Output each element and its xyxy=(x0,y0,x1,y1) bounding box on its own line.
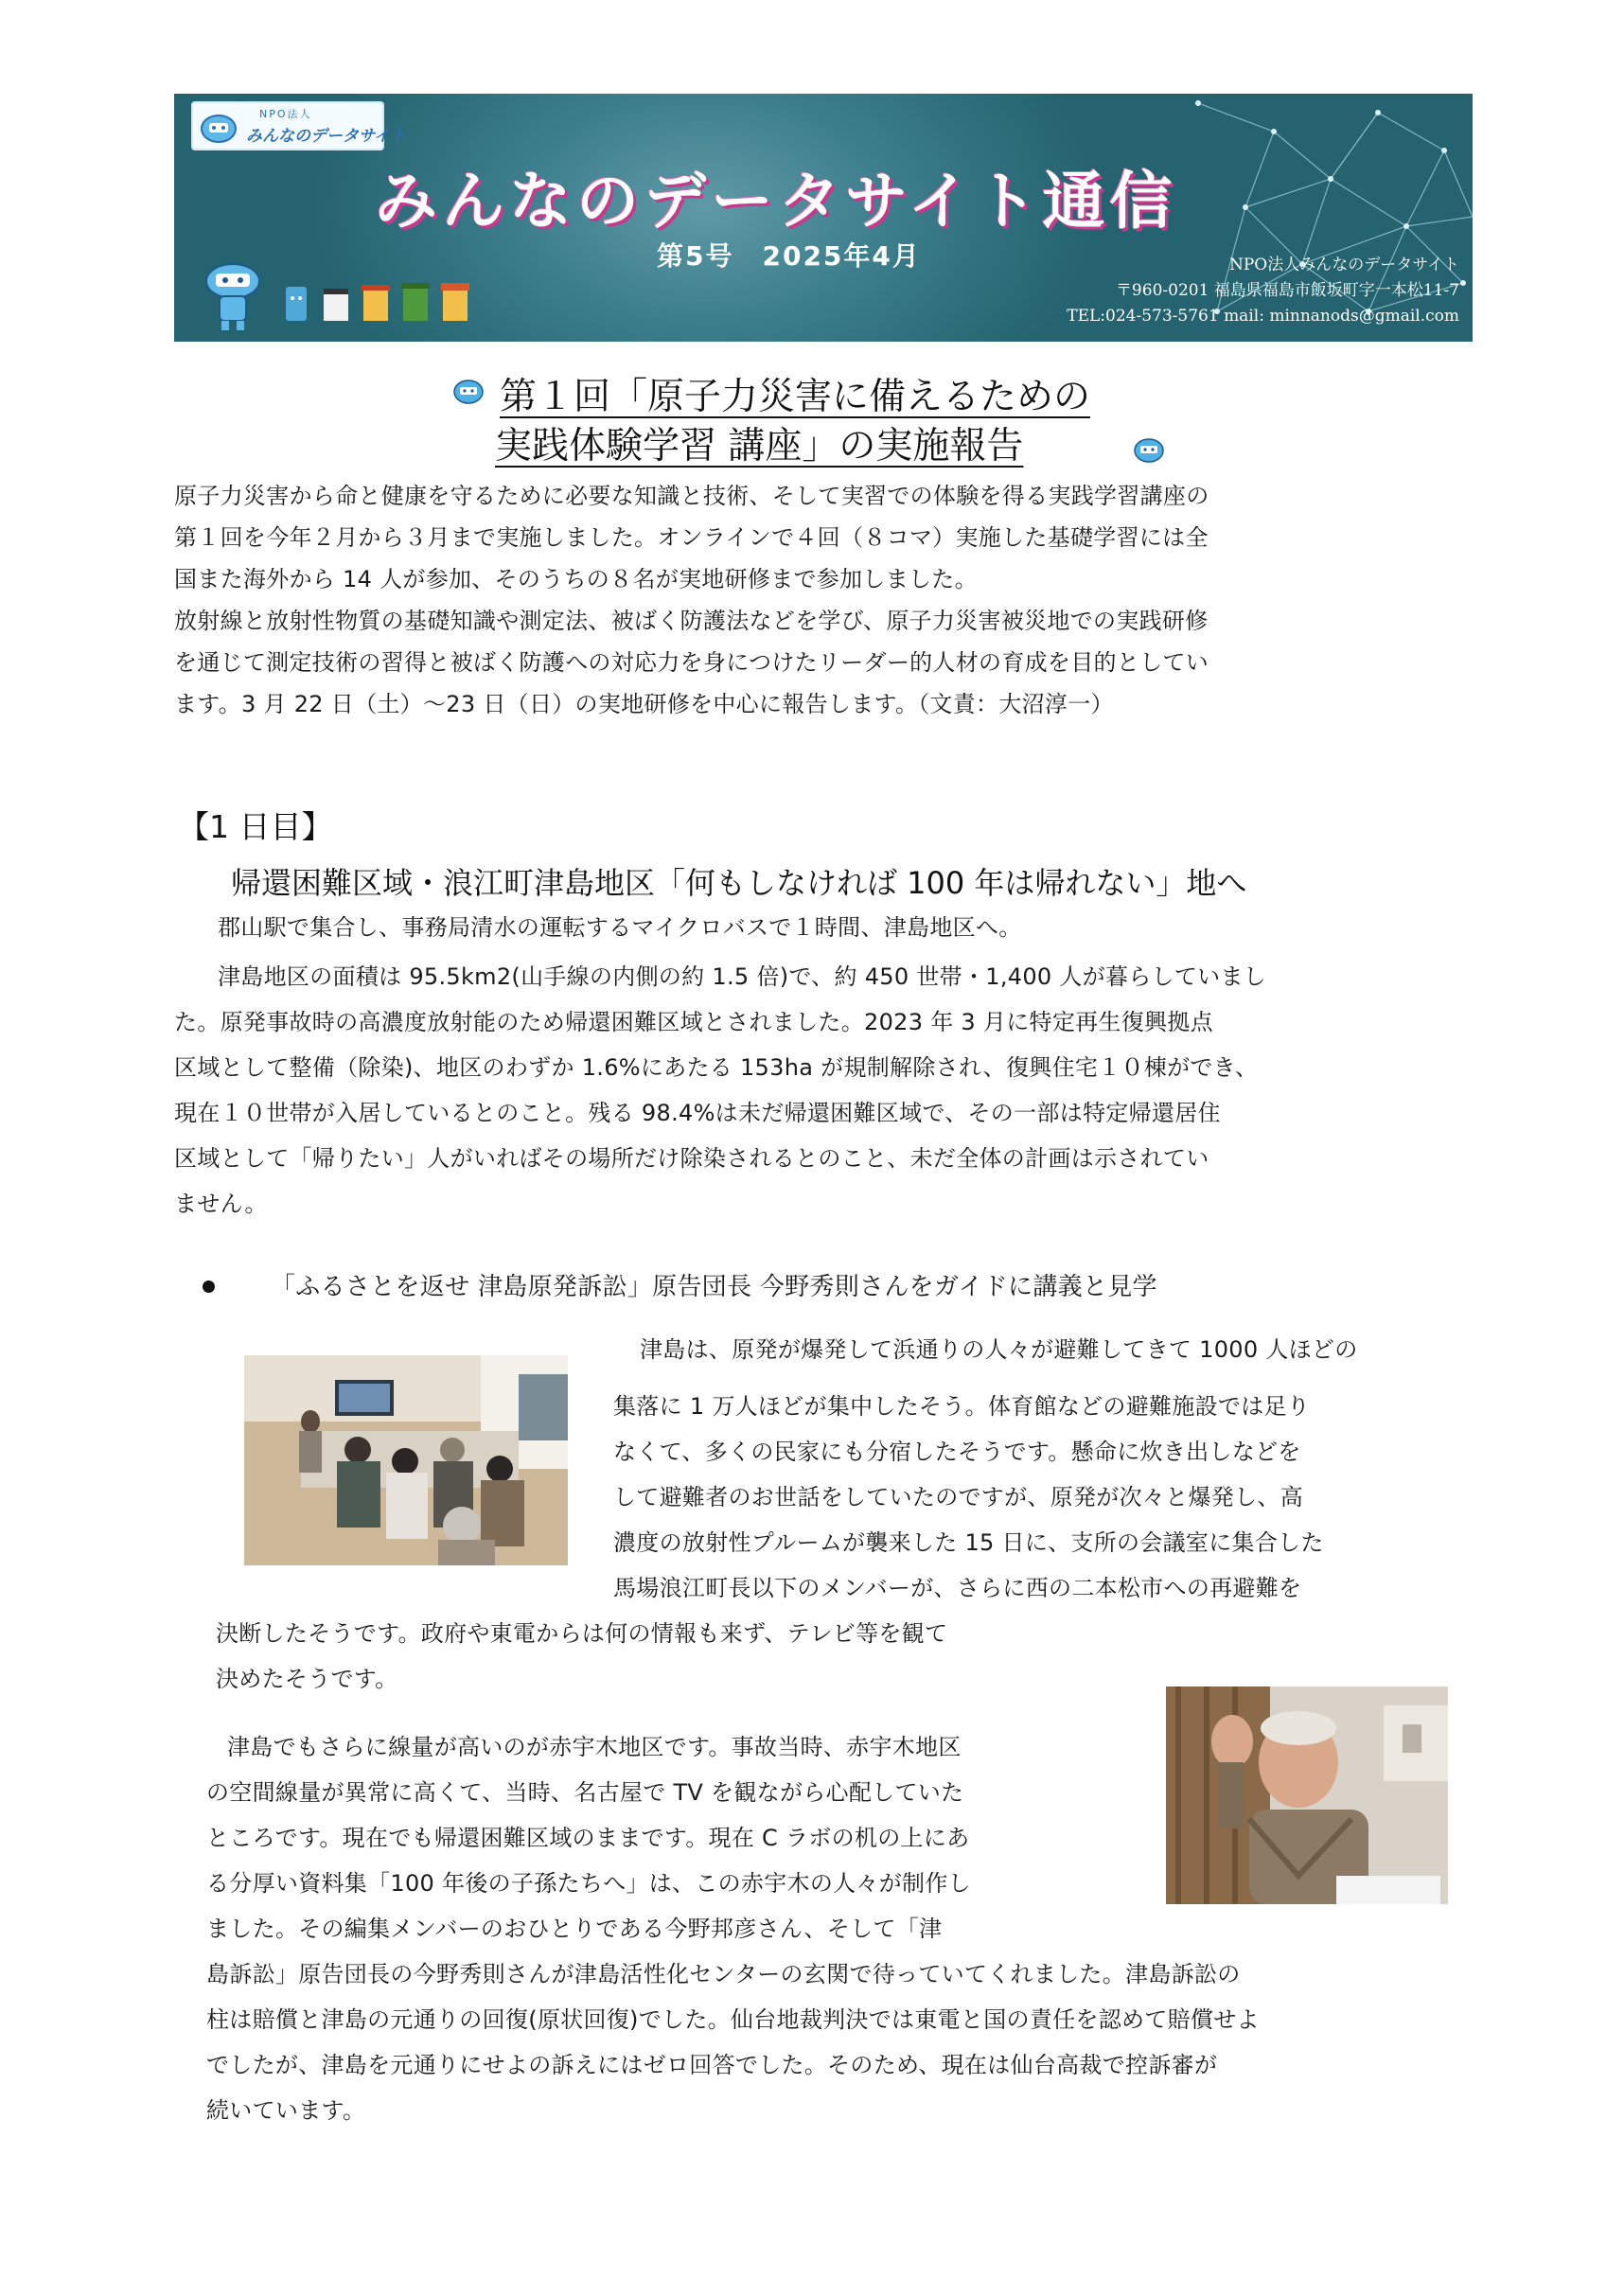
mascot-icon xyxy=(1133,435,1165,464)
text-line: 原子力災害から命と健康を守るために必要な知識と技術、そして実習での体験を得る実践学習講座の xyxy=(174,483,1209,509)
text-line: 集落に 1 万人ほどが集中したそう。体育館などの避難施設では足り xyxy=(613,1393,1311,1420)
text-line: 決断したそうです。政府や東電からは何の情報も来ず、テレビ等を観て xyxy=(216,1620,948,1647)
text-line: た。原発事故時の高濃度放射能のため帰還困難区域とされました。2023 年 3 月に特定再生復興拠点 xyxy=(174,1009,1213,1035)
lecture-room-image xyxy=(244,1355,568,1565)
text-line: なくて、多くの民家にも分宿したそうです。懸命に炊き出しなどを xyxy=(613,1439,1301,1465)
text-line: 郡山駅で集合し、事務局清水の運転するマイクロバスで１時間、津島地区へ。 xyxy=(218,914,1022,941)
text-line: ところです。現在でも帰還困難区域のままです。現在 C ラボの机の上にあ xyxy=(206,1825,970,1851)
text-line: 柱は賠償と津島の元通りの回復(原状回復)でした。仙台地裁判決では東電と国の責任を認めて賠償せよ xyxy=(206,2006,1260,2033)
contact-info: TEL:024-573-5761 mail: minnanods@gmail.com xyxy=(1067,307,1459,326)
text-line: 区域として「帰りたい」人がいればその場所だけ除染されるとのこと、未だ全体の計画は示されてい xyxy=(174,1145,1209,1172)
article-title-line2: 実践体験学習 講座」の実施報告 xyxy=(495,425,1024,468)
logo-org-name: みんなのデータサイト xyxy=(246,127,406,146)
contact-block xyxy=(1067,253,1459,329)
text-line: 島訴訟」原告団長の今野秀則さんが津島活性化センターの玄関で待っていてくれました。津島訴訟の xyxy=(206,1961,1241,1987)
mascot-icon xyxy=(452,377,485,405)
postal-address: 〒960-0201 福島県福島市飯坂町字一本松11-7 xyxy=(1115,281,1459,300)
text-line: 現在１０世帯が入居しているとのこと。残る 98.4%は未だ帰還困難区域で、その一部は特定帰還居住 xyxy=(174,1100,1221,1126)
npo-logo xyxy=(191,101,406,150)
text-line: 続いています。 xyxy=(206,2097,366,2124)
text-line: 放射線と放射性物質の基礎知識や測定法、被ばく防護法などを学び、原子力災害被災地での実践研修 xyxy=(174,608,1209,634)
text-line: 津島でもさらに線量が高いのが赤宇木地区です。事故当時、赤宇木地区 xyxy=(227,1734,962,1760)
speaker-photo xyxy=(1166,1687,1448,1904)
text-line: 決めたそうです。 xyxy=(216,1666,398,1692)
text-line: 区域として整備（除染)、地区のわずか 1.6%にあたる 153ha が規制解除され、復興住宅１０棟ができ、 xyxy=(174,1054,1259,1081)
text-line: でしたが、津島を元通りにせよの訴えにはゼロ回答でした。そのため、現在は仙台高裁で控訴審が xyxy=(206,2052,1218,2078)
text-line: 津島は、原発が爆発して浜通りの人々が避難してきて 1000 人ほどの xyxy=(640,1336,1358,1363)
mascot-characters-icon xyxy=(201,260,485,332)
issue-label: 第5号 2025年4月 xyxy=(657,240,921,272)
newsletter-title: みんなのデータサイト通信 xyxy=(375,165,1177,238)
text-line: 濃度の放射性プルームが襲来した 15 日に、支所の会議室に集合した xyxy=(613,1529,1324,1556)
speaker-image xyxy=(1166,1687,1448,1904)
text-line: して避難者のお世話をしていたのですが、原発が次々と爆発し、高 xyxy=(613,1484,1303,1510)
day-heading: 【1 日目】 xyxy=(178,808,333,845)
text-line: 馬場浪江町長以下のメンバーが、さらに西の二本松市への再避難を xyxy=(613,1575,1302,1601)
logo-npo-label: NPO法人 xyxy=(259,108,312,120)
text-line: ません。 xyxy=(174,1191,268,1217)
text-line: の空間線量が異常に高くて、当時、名古屋で TV を観ながら心配していた xyxy=(206,1779,964,1806)
section-heading: 帰還困難区域・浪江町津島地区「何もしなければ 100 年は帰れない」地へ xyxy=(231,865,1247,901)
text-line: 国また海外から 14 人が参加、そのうちの８名が実地研修まで参加しました。 xyxy=(174,566,978,592)
org-name: NPO法人みんなのデータサイト xyxy=(1228,256,1459,274)
text-line: ました。その編集メンバーのおひとりである今野邦彦さん、そして「津 xyxy=(206,1916,943,1942)
text-line: を通じて測定技術の習得と被ばく防護への対応力を身につけたリーダー的人材の育成を目的としてい xyxy=(174,649,1209,676)
text-line: る分厚い資料集「100 年後の子孫たちへ」は、この赤宇木の人々が制作し xyxy=(206,1870,971,1897)
article-title-line1: 第１回「原子力災害に備えるための xyxy=(500,376,1091,418)
text-line: 第１回を今年２月から３月まで実施しました。オンラインで４回（８コマ）実施した基礎学習には全 xyxy=(174,524,1209,551)
newsletter-banner xyxy=(174,94,1473,342)
mascot-logo-icon xyxy=(198,110,239,144)
lecture-photo xyxy=(244,1355,568,1565)
bullet-heading: 「ふるさとを返せ 津島原発訴訟」原告団長 今野秀則さんをガイドに講義と見学 xyxy=(271,1273,1157,1301)
bullet-icon xyxy=(203,1280,215,1293)
text-line: ます。3 月 22 日（土）～23 日（日）の実地研修を中心に報告します。（文責：大沼淳一） xyxy=(174,691,1114,717)
text-line: 津島地区の面積は 95.5km2(山手線の内側の約 1.5 倍)で、約 450 世帯・1,400 人が暮らしていまし xyxy=(218,963,1267,990)
